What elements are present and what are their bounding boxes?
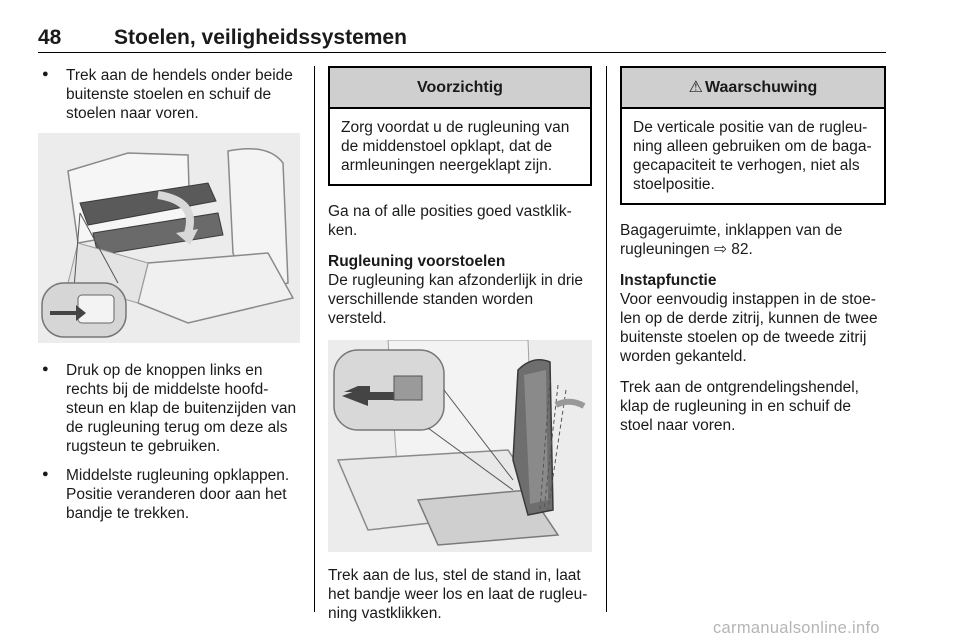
- bullet-item: ● Middelste rugleuning opklappen. Positie veranderen door aan het bandje te trekken.: [38, 466, 300, 523]
- column-divider-1: [314, 66, 315, 612]
- page-reference[interactable]: 82.: [731, 241, 753, 258]
- warning-box: [620, 66, 886, 205]
- paragraph: Trek aan de lus, stel de stand in, laat het bandje weer los en laat de rugleu-ning vastklikken.: [328, 567, 588, 622]
- caution-text: Zorg voordat u de rugleuning van de middenstoel opklapt, dat de armleuningen neergeklapt zijn.: [341, 119, 570, 174]
- subheading: Instapfunctie: [620, 272, 717, 289]
- paragraph: Voor eenvoudig instappen in de stoe-len op de derde zitrij, kunnen de twee buitenste stoelen op de tweede zitrij worden gekanteld.: [620, 291, 878, 365]
- page-number: 48: [38, 26, 62, 49]
- seat-slide-drawing: [38, 133, 300, 343]
- column-2: [328, 66, 592, 635]
- paragraph: Ga na of alle posities goed vastklik-ken.: [328, 203, 572, 239]
- column-3: [620, 66, 886, 447]
- backrest-drawing: [328, 340, 592, 552]
- bullet-item: ● Druk op de knoppen links en rechts bij de middelste hoofd-steun en klap de buitenzijden van de rugleuning terug om deze als rugsteun te gebruiken.: [38, 361, 300, 456]
- column-1: [38, 66, 300, 533]
- warning-icon: ⚠: [688, 79, 704, 96]
- caution-box: [328, 66, 592, 186]
- subheading: Rugleuning voorstoelen: [328, 253, 506, 270]
- paragraph: De rugleuning kan afzonderlijk in drie verschillende standen worden versteld.: [328, 272, 584, 327]
- page-header: [38, 26, 886, 52]
- warning-header: [622, 68, 884, 109]
- bullet-item: ● Trek aan de hendels onder beide buitenste stoelen en schuif de stoelen naar voren.: [38, 66, 300, 123]
- caution-title: Voorzichtig: [330, 68, 590, 109]
- seat-slide-illustration: [38, 133, 300, 343]
- paragraph-with-reference: [620, 221, 886, 259]
- column-divider-2: [606, 66, 607, 612]
- paragraph: Trek aan de ontgrendelingshendel, klap de rugleuning in en schuif de stoel naar voren.: [620, 379, 859, 434]
- backrest-adjust-illustration: [328, 340, 592, 552]
- warning-text: De verticale positie van de rugleu-ning alleen gebruiken om de baga-gecapaciteit te verhogen, niet als stoelpositie.: [633, 119, 872, 193]
- header-rule: [38, 52, 886, 53]
- warning-title: Waarschuwing: [705, 79, 818, 96]
- watermark: carmanualsonline.info: [713, 619, 880, 637]
- paragraph: Bagageruimte, inklappen van de rugleuningen: [620, 222, 843, 258]
- page-title: Stoelen, veiligheidssystemen: [114, 26, 407, 49]
- page-reference-icon: ⇨: [713, 241, 727, 258]
